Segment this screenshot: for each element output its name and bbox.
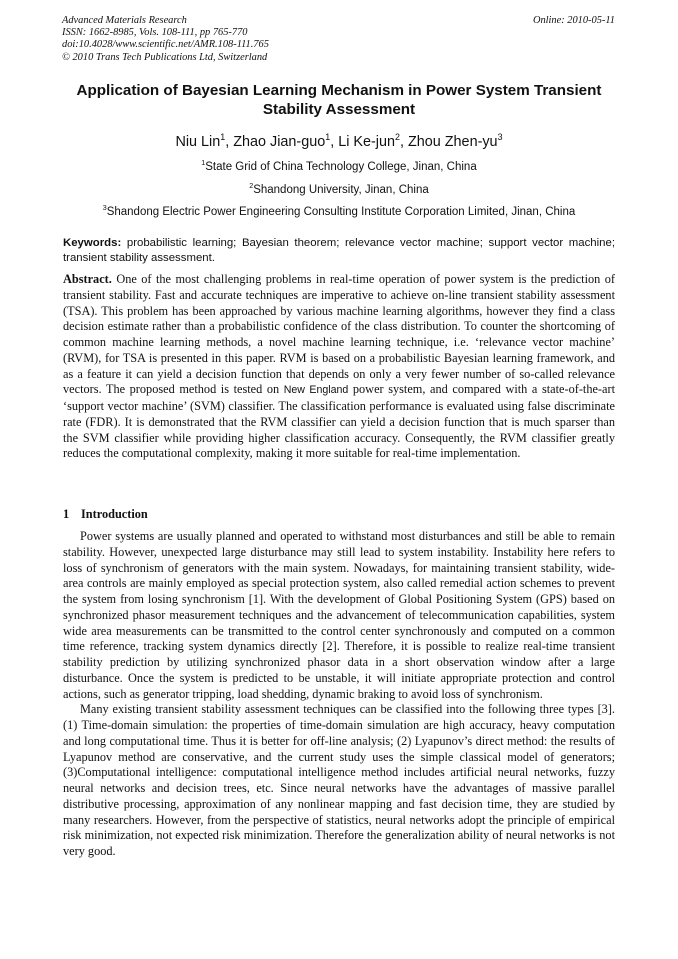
affiliation: $^3$Shandong Electric Power Engineering Consulting Institute Corporation Limited, Jinan, China — [102, 204, 576, 218]
affiliation: $^1$State Grid of China Technology College, Jinan, China — [201, 159, 477, 173]
affiliation-list — [20, 156, 658, 224]
section-title: Introduction — [81, 507, 148, 521]
introduction-body — [63, 529, 615, 860]
title-line-2: Stability Assessment — [262, 101, 416, 118]
keywords-text: probabilistic learning; Bayesian theorem; relevance vector machine; support vector machine; transient stability assessment. — [63, 237, 615, 264]
author-affiliation-mark: 1 — [325, 132, 331, 143]
author-affiliation-mark: 1 — [220, 132, 226, 143]
body-paragraph: Many existing transient stability assessment techniques can be classified into the following three types [3]. (1) Time-domain simulation: the properties of time-domain simulation are high accuracy, heavy computation and long computational time. Thus it is better for off-line analysis; (2) Lyapunov’s direct method: the results of Lyapunov method are conservative, and the current study uses the simple classical model of generators;(3)Computational intelligence: computational intelligence method includes artificial neural networks, fuzzy neural networks and decision trees, etc. Since neural networks have the advantages of massive parallel distributive processing, approximation of any nonlinear mapping and fast decision time, they are studied by many researchers. However, from the perspective of statistics, neural networks adopt the principle of empirical risk minimization, not expected risk minimization. Therefore the generalization ability of neural networks is not very good. — [63, 702, 615, 858]
abstract-text: One of the most challenging problems in real-time operation of power system is the prediction of transient stability. Fast and accurate techniques are imperative to achieve on-line transient stability assessment (TSA). This problem has been approached by various machine learning algorithms, however they find a class decision estimate rather than a probabilistic confidence of the class distribution. To counter the shortcoming of common machine learning methods, a novel machine learning technique, i.e. ‘relevance vector machine’ (RVM), for TSA is presented in this paper. RVM is based on a probabilistic Bayesian learning framework, and as a feature it can yield a decision function that depends on only a very fewer number of so-called relevance vectors. The proposed method is tested on — [63, 272, 615, 397]
running-header — [62, 15, 615, 64]
paper-title — [40, 81, 638, 119]
author: Li Ke-jun$^2$ — [338, 132, 400, 150]
copyright-line: © 2010 Trans Tech Publications Ltd, Switzerland — [62, 51, 268, 63]
issn-line: ISSN: 1662-8985, Vols. 108-111, pp 765-770 — [62, 27, 248, 39]
author-affiliation-mark: 2 — [395, 132, 400, 143]
author-list: Niu Lin$^1$, Zhao Jian-guo$^1$, Li Ke-jun$^2$, Zhou Zhen-$yu^3$ — [175, 132, 503, 150]
doi-line: doi:10.4028/www.scientific.net/AMR.108-111.765 — [62, 39, 269, 51]
author: Niu Lin$^1$ — [175, 132, 226, 150]
abstract-label: Abstract. — [63, 272, 112, 286]
title-line-1: Application of Bayesian Learning Mechanism in Power System Transient — [76, 82, 602, 99]
author-affiliation-mark: 3 — [497, 132, 503, 143]
abstract-block — [63, 272, 615, 462]
online-date: Online: 2010-05-11 — [532, 15, 615, 26]
section-number: 1 — [63, 507, 70, 521]
keywords-label: Keywords: — [63, 237, 122, 249]
journal-name: Advanced Materials Research — [62, 15, 187, 26]
abstract-system-name: New England — [283, 384, 349, 397]
abstract-text-continued: power system, and compared with a state-of-the-art ‘support vector machine’ (SVM) classifier. The classification performance is evaluated using false discriminate rate (FDR). It is demonstrated that the RVM classifier can yield a decision function that is much sparser than the SVM classifier while providing higher classification accuracy. Consequently, the RVM classifier greatly reduces the computational complexity, making it more suitable for real-time implementation. — [63, 382, 615, 461]
author: Zhou Zhen-$yu^3$ — [407, 132, 503, 150]
keywords-block — [63, 236, 615, 266]
body-paragraph: Power systems are usually planned and operated to withstand most disturbances and still be able to remain stability. However, unexpected large disturbance may still lead to system instability. Instability here refers to loss of synchronism of generators with the main system. Nowadays, for maintaining transient stability, wide-area controls are mainly employed as special protection system, also called remedial action schemes to prevent the system from losing synchronism [1]. With the development of Global Positioning System (GPS) based on synchronized phasor measurement techniques and the advancement of telecommunication capabilities, system wide area measurements can be transmitted to the control center synchronously and computed on a common time reference, tracking system dynamics directly [2]. Therefore, it is possible to realize real-time transient stability prediction by utilizing synchronized phasor data in a short observation window after a large disturbance. Once the system is predicted to be unstable, it will initiate appropriate protection and control actions, such as generator tripping, load shedding, dynamic braking to avoid loss of synchronism. — [63, 529, 615, 701]
affiliation: $^2$Shandong University, Jinan, China — [249, 181, 429, 196]
section-heading — [63, 506, 615, 522]
publication-info — [62, 15, 269, 64]
author: Zhao Jian-guo$^1$ — [233, 132, 331, 150]
